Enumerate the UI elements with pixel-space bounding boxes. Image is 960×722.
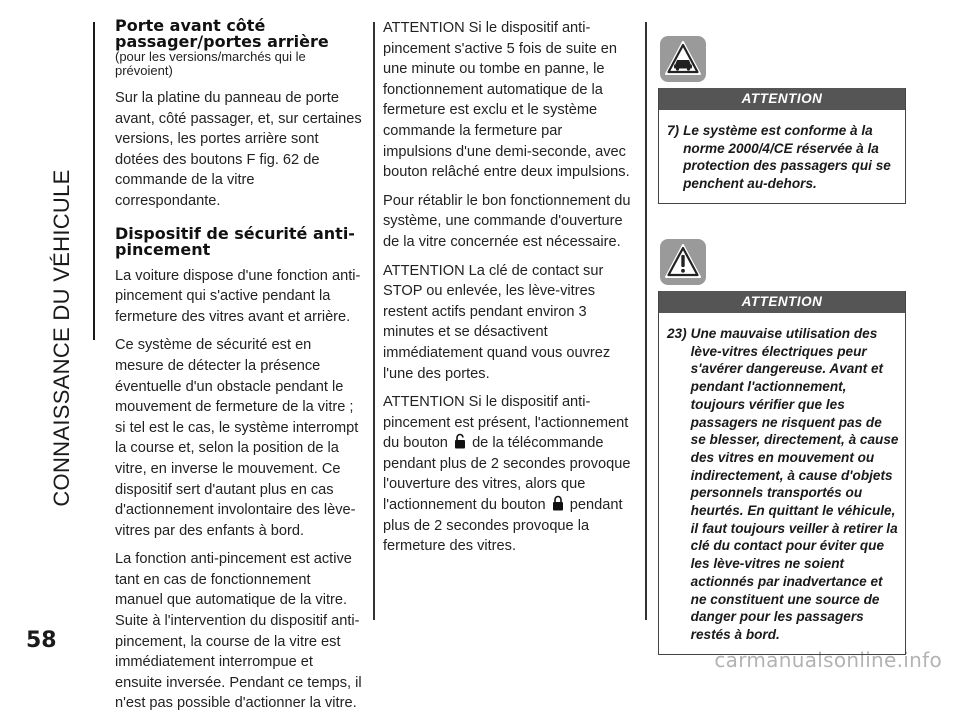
warning-text: Le système est conforme à la norme 2000/4/CE réservée à la protection des passagers qui se penchent au-dehors. <box>683 123 891 192</box>
paragraph: ATTENTION Si le dispositif anti-pincement s'active 5 fois de suite en une minute ou tombe en panne, le fonctionnement automatique de la fermeture est exclu et le système commande la fermeture par impulsions d'une demi-seconde, avec bouton relâché entre deux impulsions. <box>383 20 630 181</box>
text-segment: de la télécommande pendant plus de 2 secondes provoque l'ouverture des vitres, alors que l'actionnement du bouton <box>383 435 631 514</box>
section-rule <box>93 22 95 340</box>
paragraph: La fonction anti-pincement est active tant en cas de fonctionnement manuel que automatique de la vitre. Suite à l'intervention du dispositif anti-pincement, la course de la vitre est immédiatement interrompue et ensuite inversée. Pendant ce temps, il n'est pas possible d'actionner la vitre. <box>115 551 362 712</box>
warning-number: 23) <box>667 326 687 341</box>
unlock-icon <box>454 433 466 449</box>
heading-note: (pour les versions/marchés qui le prévoient) <box>115 49 306 78</box>
section-title: CONNAISSANCE DU VÉHICULE <box>49 169 74 507</box>
page-number: 58 <box>26 628 57 653</box>
warning-body <box>659 110 905 203</box>
warning-box-7 <box>658 88 906 204</box>
warning-header: ATTENTION <box>659 291 905 313</box>
paragraph: Ce système de sécurité est en mesure de détecter la présence éventuelle d'un obstacle pendant le mouvement de fermeture de la vitre ; si tel est le cas, le système interrompt la course et, selon la position de la vitre, en inverse le mouvement. Ce dispositif sert d'autant plus en cas d'actionnement involontaire des lève-vitres par des enfants à bord. <box>115 337 359 539</box>
heading-rear-doors: Porte avant côté passager/portes arrière <box>115 16 329 51</box>
paragraph: La voiture dispose d'une fonction anti-pincement qui s'active pendant la fermeture des vitres avant et arrière. <box>115 267 361 325</box>
warning-item <box>667 325 899 644</box>
warning-box-23 <box>658 291 906 655</box>
paragraph-remote <box>383 392 635 557</box>
text-segment: pendant plus de 2 secondes provoque la fermeture des vitres. <box>383 497 623 555</box>
warning-text: Une mauvaise utilisation des lève-vitres électriques peur s'avérer dangereuse. Avant et pendant l'actionnement, toujours vérifier que les passagers ne risquent pas de se blesser, directement, à cause des vitres en mouvement ou indirectement, à cause d'objets personnels transportés ou heurtés. En quittant le véhicule, il faut toujours veiller à retirer la clé du contact pour éviter que les lève-vitres ne soient actionnés par inadvertance et ne constituent une source de danger pour les passagers restés à bord. <box>690 326 899 642</box>
column-1 <box>115 18 362 722</box>
heading-anti-pinch: Dispositif de sécurité anti-pincement <box>115 223 355 259</box>
warning-header: ATTENTION <box>659 88 905 110</box>
column-2 <box>383 18 635 565</box>
car-warning-icon <box>660 36 706 82</box>
paragraph: ATTENTION La clé de contact sur STOP ou enlevée, les lève-vitres restent actifs pendant environ 3 minutes et se désactivent immédiatement quand vous ouvrez l'une des portes. <box>383 262 611 382</box>
watermark: carmanualsonline.info <box>714 648 942 672</box>
warning-body <box>659 313 905 654</box>
exclamation-warning-icon <box>660 239 706 285</box>
column-divider <box>645 22 647 620</box>
paragraph: Sur la platine du panneau de porte avant, côté passager, et, sur certaines versions, les portes arrière sont dotées des boutons F fig. 62 de commande de la vitre correspondante. <box>115 90 362 209</box>
warning-number: 7) <box>667 123 680 138</box>
lock-icon <box>552 495 564 511</box>
column-divider <box>373 22 375 620</box>
warning-item <box>667 122 899 193</box>
text-segment: ATTENTION Si le dispositif anti-pincement est présent, l'actionnement du bouton <box>383 394 629 452</box>
paragraph: Pour rétablir le bon fonctionnement du système, une commande d'ouverture de la vitre concernée est nécessaire. <box>383 192 631 250</box>
